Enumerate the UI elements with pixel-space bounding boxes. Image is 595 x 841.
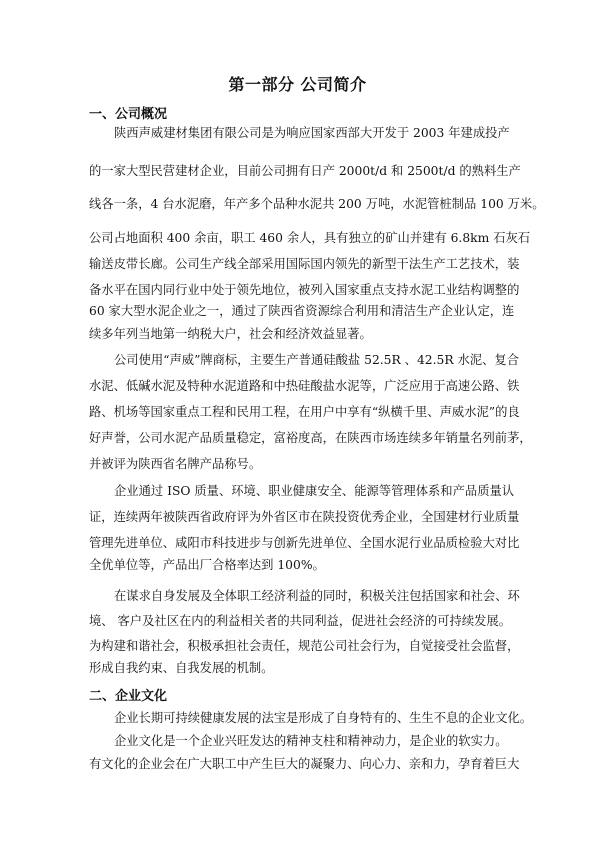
paragraph-line: 形成自我约束、自我发展的机制。	[89, 661, 274, 675]
paragraph-line: 为构建和谐社会，积极承担社会责任，规范公司社会行为，自觉接受社会监督，	[89, 639, 520, 653]
paragraph-line: 企业通过 ISO 质量、环境、职业健康安全、能源等管理体系和产品质量认	[114, 484, 515, 498]
page-title: 第一部分 公司简介	[228, 75, 367, 94]
section-heading-culture: 二、企业文化	[89, 689, 168, 704]
paragraph-line: 有文化的企业会在广大职工中产生巨大的凝聚力、向心力、亲和力，孕育着巨大	[89, 757, 520, 771]
paragraph-line: 好声誉，公司水泥产品质量稳定，富裕度高，在陕西市场连续多年销量名列前茅，	[89, 431, 532, 445]
paragraph-line: 企业长期可持续健康发展的法宝是形成了自身特有的、生生不息的企业文化。	[114, 711, 533, 725]
section-heading-overview: 一、公司概况	[89, 107, 168, 122]
paragraph-line: 路、机场等国家重点工程和民用工程，在用户中享有“纵横千里、声威水泥”的良	[89, 405, 520, 419]
paragraph-line: 的一家大型民营建材企业，目前公司拥有日产 2000t/d 和 2500t/d 的熟料生产	[89, 164, 521, 178]
paragraph-line: 在谋求自身发展及全体职工经济利益的同时，积极关注包括国家和社会、环	[114, 589, 520, 603]
paragraph-line: 输送皮带长廊。公司生产线全部采用国际国内领先的新型干法生产工艺技术，装	[89, 257, 520, 271]
paragraph-line: 水泥、低碱水泥及特种水泥道路和中热硅酸盐水泥等，广泛应用于高速公路、铁	[89, 379, 520, 393]
paragraph-line: 管理先进单位、咸阳市科技进步与创新先进单位、全国水泥行业品质检验大对比	[89, 536, 520, 550]
paragraph-line: 线各一条，4 台水泥磨，年产多个品种水泥共 200 万吨，水泥管桩制品 100 万米。	[89, 197, 545, 211]
paragraph-line: 证，连续两年被陕西省政府评为外省区市在陕投资优秀企业，全国建材行业质量	[89, 510, 520, 524]
paragraph-line: 企业文化是一个企业兴旺发达的精神支柱和精神动力，是企业的软实力。	[114, 734, 508, 748]
paragraph-line: 陕西声威建材集团有限公司是为响应国家西部大开发于 2003 年建成投产	[114, 126, 510, 140]
paragraph-line: 并被评为陕西省名牌产品称号。	[89, 457, 262, 471]
paragraph-line: 备水平在国内同行业中处于领先地位，被列入国家重点支持水泥工业结构调整的	[89, 283, 520, 297]
paragraph-line: 公司使用“声威”牌商标，主要生产普通硅酸盐 52.5R 、42.5R 水泥、复合	[114, 353, 519, 367]
paragraph-line: 全优单位等，产品出厂合格率达到 100%。	[89, 558, 325, 572]
paragraph-line: 续多年列当地第一纳税大户，社会和经济效益显著。	[89, 327, 372, 341]
paragraph-line: 60 家大型水泥企业之一，通过了陕西省资源综合利用和清洁生产企业认定，连	[89, 304, 515, 318]
paragraph-line: 公司占地面积 400 余亩，职工 460 余人，具有独立的矿山并建有 6.8km 石灰石	[89, 231, 531, 245]
paragraph-line: 境、 客户及社区在内的利益相关者的共同利益，促进社会经济的可持续发展。	[89, 614, 512, 628]
